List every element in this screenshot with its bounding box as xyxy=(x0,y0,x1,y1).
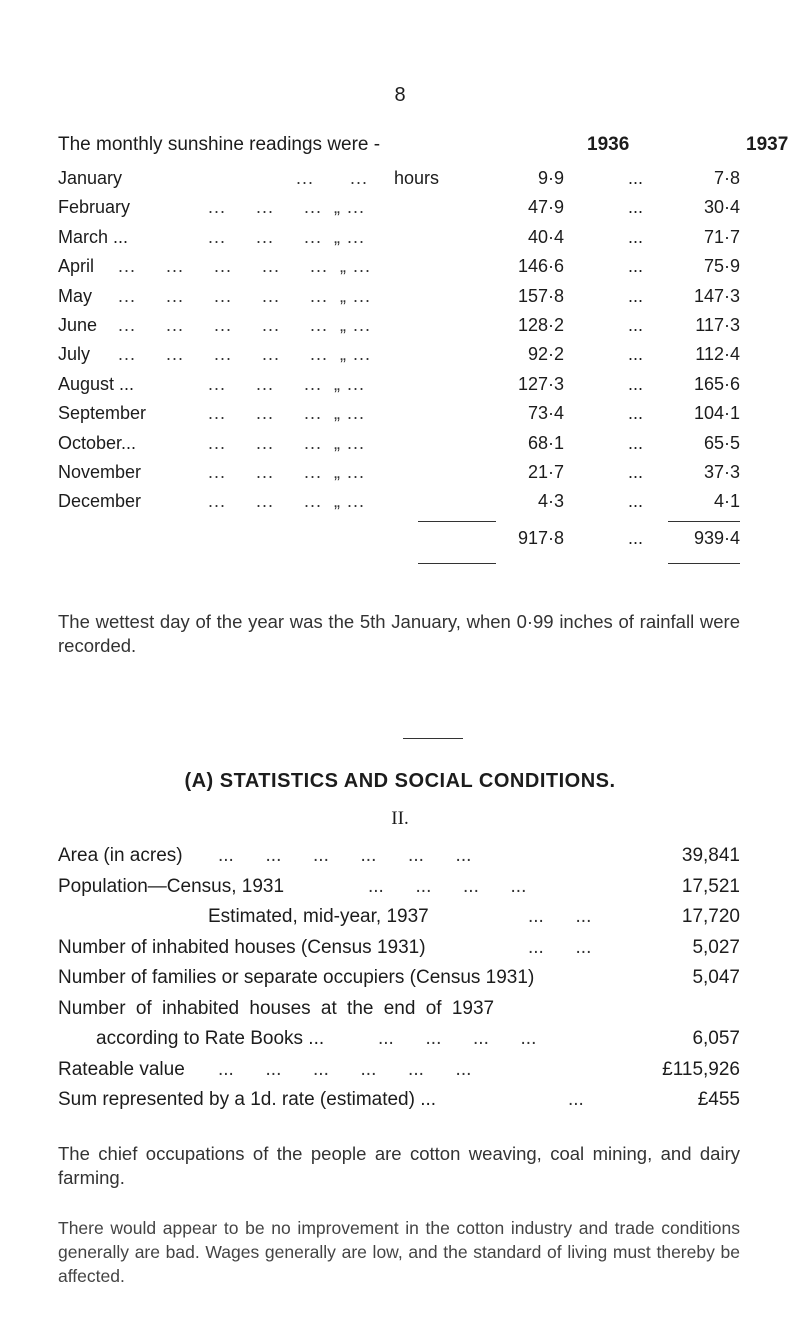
month-label: March ... xyxy=(58,226,129,247)
sunshine-row xyxy=(58,227,740,256)
value-1937: 37·3 xyxy=(703,461,740,482)
value-1937: 165·6 xyxy=(693,373,740,394)
value-1937: 104·1 xyxy=(693,403,740,424)
value-1936: 40·4 xyxy=(527,226,564,247)
leader-dots: ... xyxy=(628,344,644,365)
value-1937: 75·9 xyxy=(703,256,740,277)
sunshine-row xyxy=(58,374,740,403)
month-label: December xyxy=(58,491,142,512)
leader-dots: ... xyxy=(568,1089,584,1110)
leader-dots: ... xyxy=(628,461,644,482)
stat-row xyxy=(58,845,740,876)
leader-dots: ... ... xyxy=(528,936,592,958)
sunshine-header xyxy=(58,134,789,164)
sunshine-row xyxy=(58,256,740,285)
leader-dots: ... ... ... ... ... ... xyxy=(218,845,472,866)
sunshine-totals xyxy=(58,528,740,556)
stat-row xyxy=(58,876,740,907)
sunshine-row xyxy=(58,344,740,373)
value-1936: 157·8 xyxy=(517,285,564,306)
total-rule-1937-top xyxy=(668,521,740,522)
leader-dots: ... ... ... „ ... xyxy=(208,432,366,453)
month-label: November xyxy=(58,461,142,482)
stat-row xyxy=(58,1028,740,1059)
occupations-paragraph: The chief occupations of the people are cotton weaving, coal mining, and dairy farming. xyxy=(58,1143,740,1188)
section-divider xyxy=(403,738,463,739)
total-1937: 939·4 xyxy=(693,528,740,548)
leader-dots: ... ... ... ... ... ... xyxy=(218,1058,472,1080)
stat-label: Number of inhabited houses (Census 1931) xyxy=(58,936,426,958)
sunshine-row xyxy=(58,491,740,520)
value-1937: 71·7 xyxy=(703,226,740,247)
ditto-mark: „ xyxy=(334,403,342,424)
month-label: September xyxy=(58,403,147,424)
ditto-mark: „ xyxy=(334,373,342,394)
sunshine-row xyxy=(58,286,740,315)
stat-label: Rateable value xyxy=(58,1058,185,1080)
leader-dots: ... ... xyxy=(296,168,369,188)
stat-row xyxy=(58,998,740,1029)
month-label: August ... xyxy=(58,373,135,394)
year-1936-heading: 1936 xyxy=(587,134,630,155)
leader-dots: ... ... ... ... ... „ ... xyxy=(118,344,372,365)
ditto-mark: „ xyxy=(340,285,348,306)
wettest-day-paragraph: The wettest day of the year was the 5th January, when 0·99 inches of rainfall were recorded. xyxy=(58,611,740,656)
month-label: January xyxy=(58,168,123,188)
ditto-mark: „ xyxy=(334,491,342,512)
leader-dots: ... xyxy=(628,226,644,247)
stat-row xyxy=(58,906,740,937)
total-rule-1936-top xyxy=(418,521,496,522)
sunshine-row xyxy=(58,315,740,344)
stat-row xyxy=(58,1059,740,1090)
page-number: 8 xyxy=(394,84,406,106)
leader-dots: ... xyxy=(628,432,644,453)
month-label: April xyxy=(58,256,95,277)
unit-label: hours xyxy=(394,168,440,188)
leader-dots: ... ... ... ... xyxy=(378,1028,537,1049)
sunshine-table xyxy=(58,168,740,521)
stat-value: £455 xyxy=(697,1089,740,1110)
leader-dots: ... xyxy=(628,403,644,424)
stat-value: 6,057 xyxy=(692,1028,740,1049)
stat-value: 17,720 xyxy=(681,906,740,927)
value-1936: 68·1 xyxy=(527,432,564,453)
leader-dots: ... ... ... „ ... xyxy=(208,373,366,394)
stat-label: Area (in acres) xyxy=(58,845,183,866)
leader-dots: ... xyxy=(628,168,644,188)
value-1936: 73·4 xyxy=(527,403,564,424)
value-1936: 146·6 xyxy=(517,256,564,277)
stat-row xyxy=(58,937,740,968)
sunshine-row xyxy=(58,168,740,197)
stat-label: Estimated, mid-year, 1937 xyxy=(208,906,429,927)
month-label: June xyxy=(58,314,98,335)
leader-dots: ... xyxy=(628,314,644,335)
stat-row xyxy=(58,967,740,998)
section-subtitle: II. xyxy=(391,808,409,829)
value-1937: 65·5 xyxy=(703,432,740,453)
value-1936: 21·7 xyxy=(527,461,564,482)
value-1937: 30·4 xyxy=(703,197,740,218)
value-1936: 4·3 xyxy=(537,491,564,512)
sunshine-row xyxy=(58,433,740,462)
ditto-mark: „ xyxy=(334,432,342,453)
stat-value: £115,926 xyxy=(662,1058,740,1080)
ditto-mark: „ xyxy=(340,256,348,277)
ditto-mark: „ xyxy=(340,344,348,365)
year-1937-heading: 1937 xyxy=(746,134,789,155)
leader-dots: ... ... ... „ ... xyxy=(208,403,366,424)
value-1937: 7·8 xyxy=(713,168,740,188)
ditto-mark: „ xyxy=(334,197,342,218)
leader-dots: ... ... ... „ ... xyxy=(208,226,366,247)
stat-label: Number of families or separate occupiers (Census 1931) xyxy=(58,967,535,988)
stat-row xyxy=(58,1089,740,1120)
leader-dots: ... ... ... „ ... xyxy=(208,461,366,482)
leader-dots: ... ... ... ... xyxy=(368,875,527,897)
value-1936: 128·2 xyxy=(517,314,564,335)
value-1936: 127·3 xyxy=(517,373,564,394)
month-label: May xyxy=(58,285,93,306)
sunshine-row xyxy=(58,403,740,432)
month-label: October... xyxy=(58,432,137,453)
industry-paragraph: There would appear to be no improvement in the cotton industry and trade conditions generally are bad. Wages generally are low, and the standard of living must thereby be affected. xyxy=(58,1218,740,1286)
ditto-mark: „ xyxy=(340,314,348,335)
total-rule-1937-bottom xyxy=(668,563,740,564)
value-1937: 147·3 xyxy=(693,285,740,306)
leader-dots: ... xyxy=(628,373,644,394)
statistics-table xyxy=(58,845,740,1120)
sunshine-row xyxy=(58,197,740,226)
leader-dots: ... ... xyxy=(528,906,592,927)
stat-value: 5,027 xyxy=(692,936,740,958)
value-1937: 117·3 xyxy=(695,314,740,335)
stat-value: 17,521 xyxy=(681,875,740,897)
total-1936: 917·8 xyxy=(517,528,564,548)
leader-dots: ... ... ... ... ... „ ... xyxy=(118,314,372,335)
stat-value: 39,841 xyxy=(681,845,740,866)
stat-label: Population—Census, 1931 xyxy=(58,875,285,897)
month-label: February xyxy=(58,197,131,218)
total-rule-1936-bottom xyxy=(418,563,496,564)
ditto-mark: „ xyxy=(334,461,342,482)
leader-dots: ... ... ... ... ... „ ... xyxy=(118,256,372,277)
ditto-mark: „ xyxy=(334,226,342,247)
leader-dots: ... xyxy=(628,528,644,548)
value-1937: 4·1 xyxy=(713,491,740,512)
value-1936: 9·9 xyxy=(537,168,564,188)
stat-label: according to Rate Books ... xyxy=(96,1028,325,1049)
sunshine-intro: The monthly sunshine readings were - xyxy=(58,134,381,155)
value-1936: 92·2 xyxy=(527,344,564,365)
leader-dots: ... xyxy=(628,285,644,306)
sunshine-row xyxy=(58,462,740,491)
stat-label: Number of inhabited houses at the end of 1937 xyxy=(58,997,495,1019)
stat-value: 5,047 xyxy=(692,967,740,988)
section-title: (A) STATISTICS AND SOCIAL CONDITIONS. xyxy=(184,770,616,792)
month-label: July xyxy=(58,344,91,365)
leader-dots: ... xyxy=(628,491,644,512)
leader-dots: ... xyxy=(628,256,644,277)
leader-dots: ... ... ... ... ... „ ... xyxy=(118,285,372,306)
leader-dots: ... xyxy=(628,197,644,218)
leader-dots: ... ... ... „ ... xyxy=(208,491,366,512)
stat-label: Sum represented by a 1d. rate (estimated) ... xyxy=(58,1089,437,1110)
value-1936: 47·9 xyxy=(527,197,564,218)
value-1937: 112·4 xyxy=(695,344,740,365)
leader-dots: ... ... ... „ ... xyxy=(208,197,366,218)
